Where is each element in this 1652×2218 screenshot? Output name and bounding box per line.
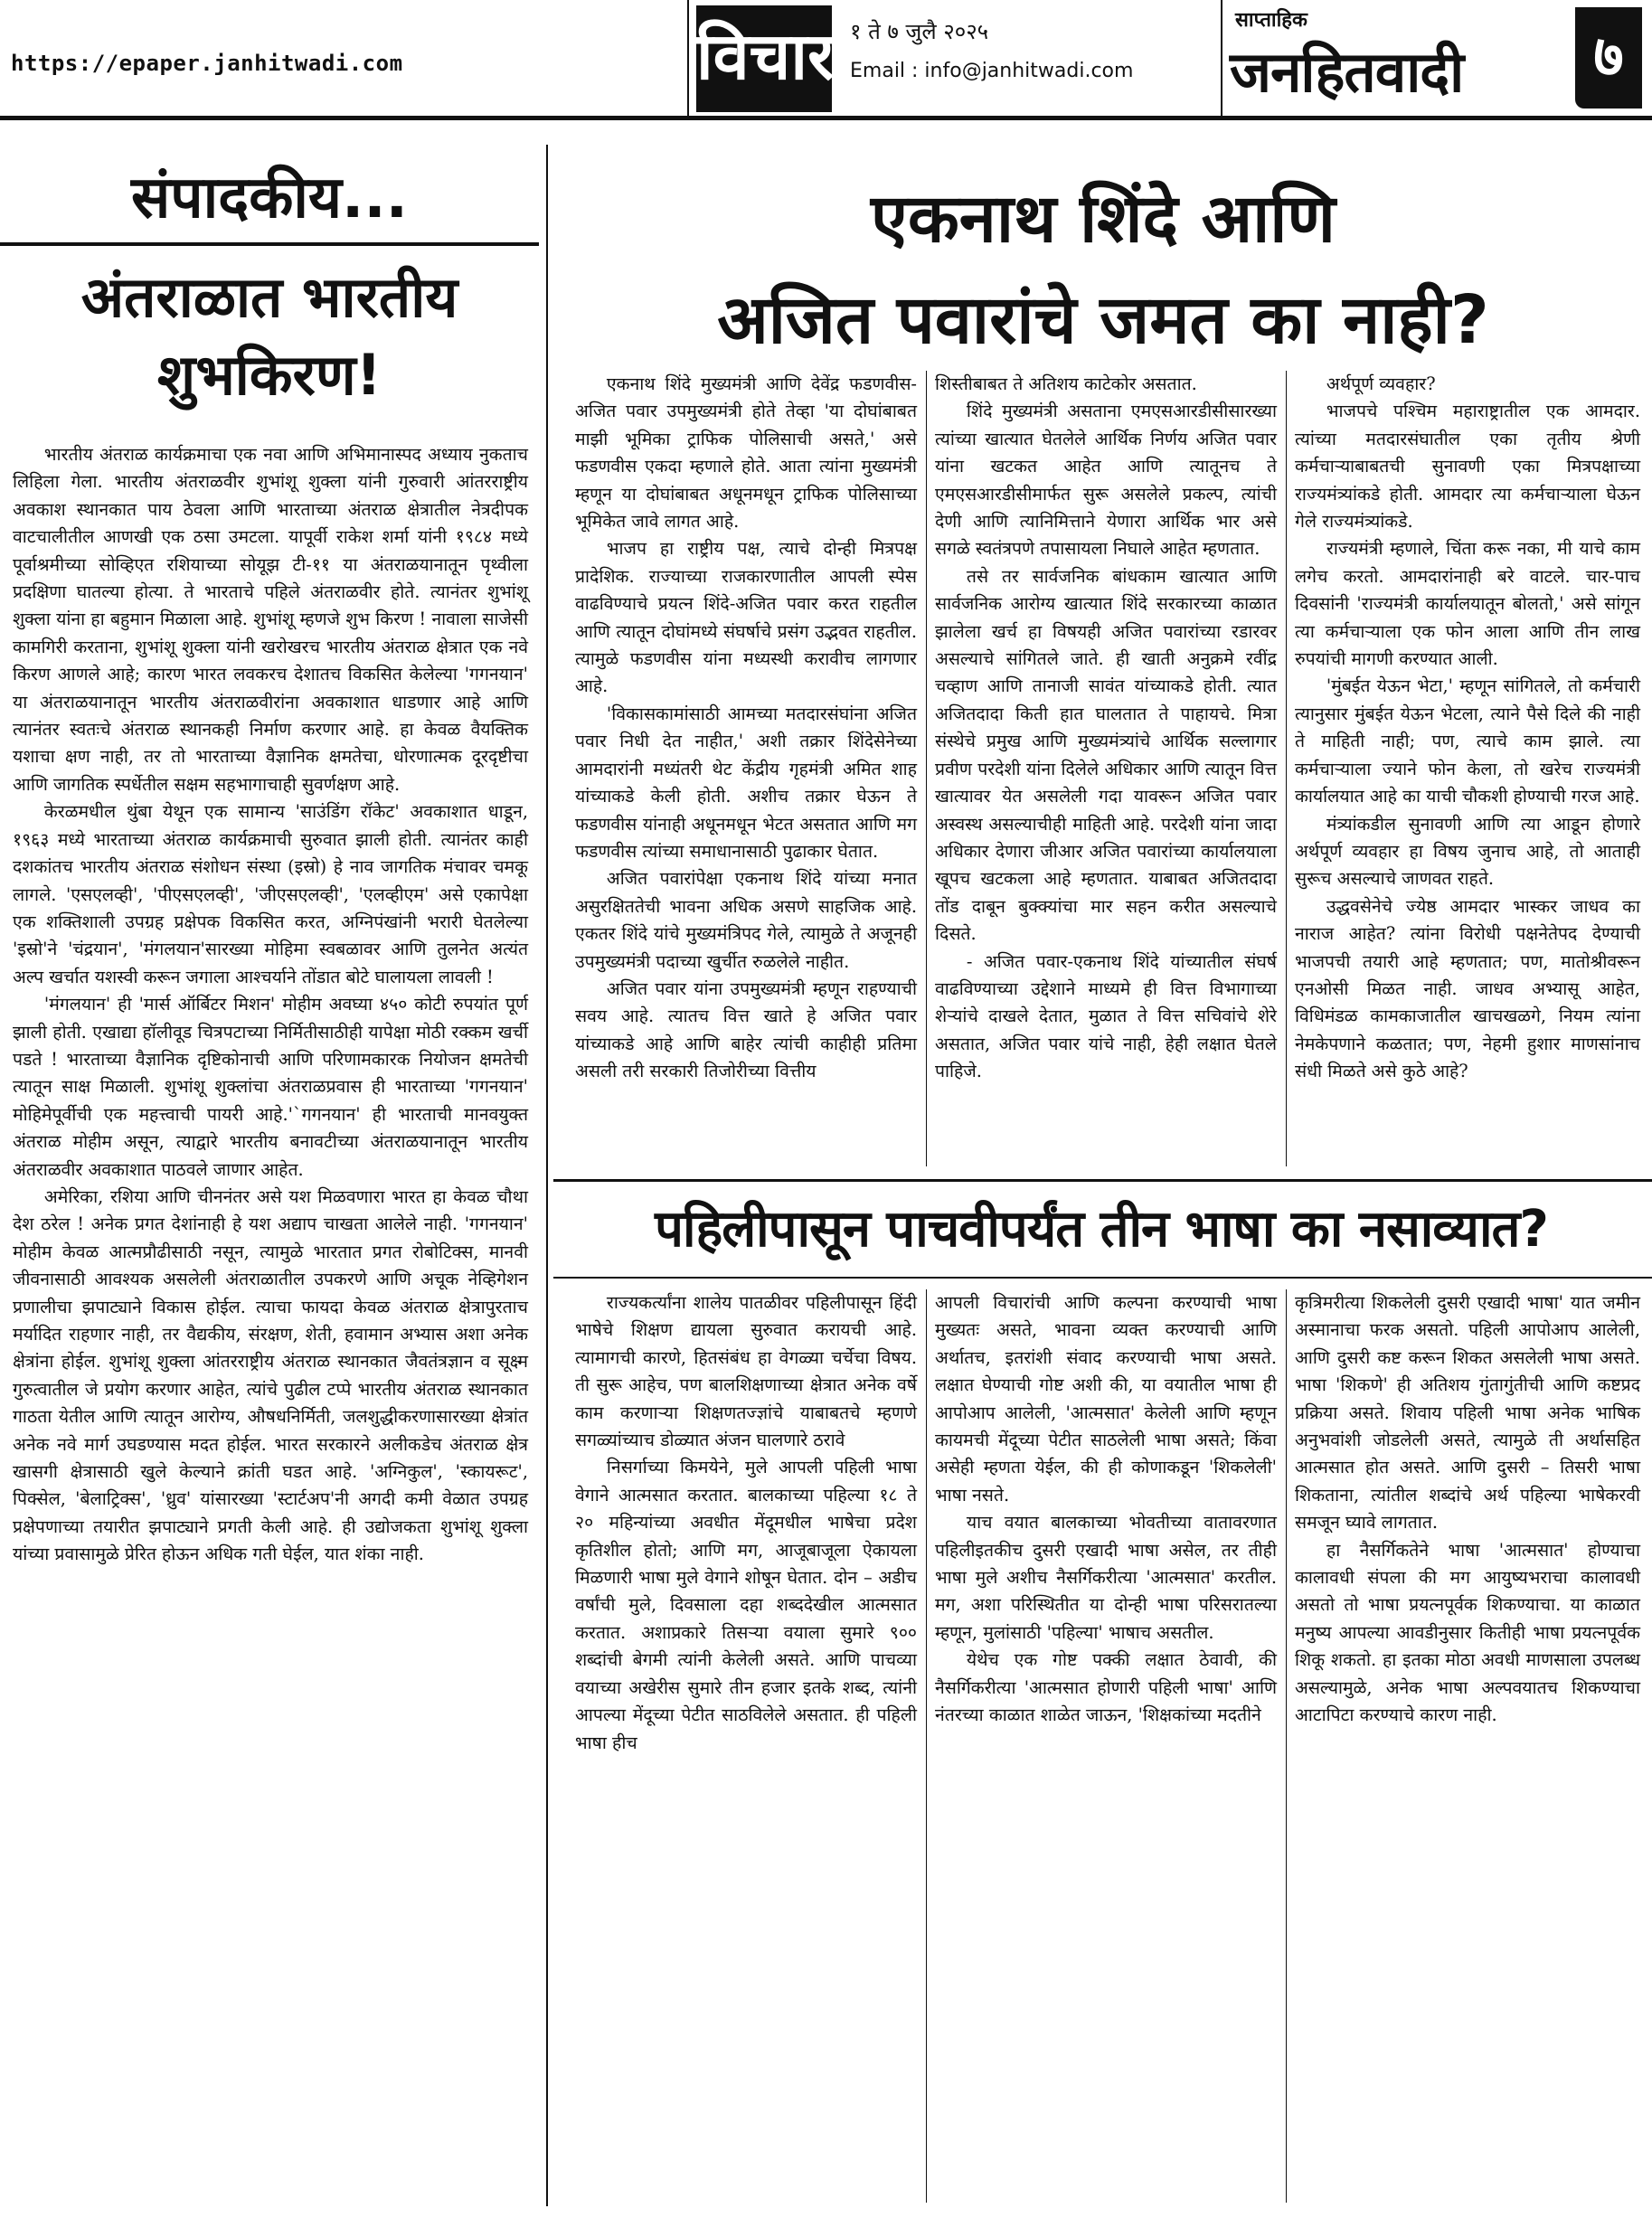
- editorial-rule: [0, 242, 539, 246]
- story1-paragraph: 'मुंबईत येऊन भेटा,' म्हणून सांगितले, तो कर्मचारी त्यानुसार मुंबईत येऊन भेटला, त्याने पैसे दिले की नाही ते माहिती नाही; पण, त्याचे काम झाले. त्या कर्मचाऱ्याला ज्याने फोन केला, तो खरेच राज्यमंत्री कार्यालयात आहे का याची चौकशी होण्याची गरज आहे.: [1295, 675, 1640, 807]
- story1-paragraph: उद्धवसेनेचे ज्येष्ठ आमदार भास्कर जाधव का नाराज आहेत? त्यांना विरोधी पक्षनेतेपद देण्याची भाजपची तयारी आहे म्हणतात; पण, मातोश्रीवरून एनओसी मिळत नाही. जाधव अभ्यासू आहेत, विधिमंडळ कामकाजातील खाचखळगे, नियम त्यांना नेमकेपणाने कळतात; पण, नेहमी हुशार माणसांनाच संधी मिळते असे कुठे आहे?: [1295, 895, 1640, 1082]
- story2-paragraph: हा नैसर्गिकतेने भाषा 'आत्मसात' होण्याचा कालावधी संपला की मग आयुष्यभराचा कालावधी असतो तो भाषा प्रयत्नपूर्वक शिकण्याचा. या काळात मनुष्य आपल्या आवडीनुसार कितीही भाषा प्रयत्नपूर्वक शिकू शकतो. हा इतका मोठा अवधी माणसाला उपलब्ध असल्यामुळे, अनेक भाषा अल्पवयातच शिकण्याचा आटापिटा करण्याचे कारण नाही.: [1295, 1539, 1640, 1726]
- story2-column: [1295, 1289, 1640, 1730]
- story2-paragraph: राज्यकर्त्यांना शालेय पातळीवर पहिलीपासून हिंदी भाषेचे शिक्षण द्यायला सुरुवात करायची आहे. त्यामागची कारणे, हितसंबंध हा वेगळ्या चर्चेचा विषय. ती सुरू आहेच, पण बालशिक्षणाच्या क्षेत्रात अनेक वर्षे काम करणाऱ्या शिक्षणतज्ज्ञांचे याबाबतचे म्हणणे सगळ्यांच्याच डोळ्यात अंजन घालणारे ठरावे: [575, 1292, 917, 1451]
- story2-paragraph: निसर्गाच्या किमयेने, मुले आपली पहिली भाषा वेगाने आत्मसात करतात. बालकाच्या पहिल्या १८ ते २० महिन्यांच्या अवधीत मेंदूमधील भाषेचा प्रदेश कृतिशील होतो; आणि मग, आजूबाजूला ऐकायला मिळणारी भाषा मुले वेगाने शोषून घेतात. दोन – अडीच वर्षांची मुले, दिवसाला दहा शब्ददेखील आत्मसात करतात. अशाप्रकारे तिसऱ्या वयाला सुमारे ९०० शब्दांची बेगमी त्यांनी केलेली असते. आणि पाचव्या वयाच्या अखेरीस सुमारे तीन हजार इतके शब्द, त्यांनी आपल्या मेंदूच्या पेटीत साठविलेले असतात. ही पहिली भाषा हीच: [575, 1457, 917, 1753]
- editorial-title-line: अंतराळात भारतीय: [80, 264, 458, 330]
- masthead-divider: [687, 0, 689, 116]
- column-divider: [1286, 371, 1287, 1166]
- editorial-paragraph: 'मंगलयान' ही 'मार्स ऑर्बिटर मिशन' मोहीम अवघ्या ४५० कोटी रुपयांत पूर्ण झाली होती. एखाद्या हॉलीवूड चित्रपटाच्या निर्मितीसाठीही यापेक्षा मोठी रक्कम खर्ची पडते ! भारताच्या वैज्ञानिक दृष्टिकोनाची आणि परिणामकारक नियोजन क्षमतेची त्यातून साक्ष मिळाली. शुभांशू शुक्लांचा अंतराळप्रवास ही भारताच्या 'गगनयान' मोहिमेपूर्वीची एक महत्त्वाची पायरी आहे.'`गगनयान' ही भारताची मानवयुक्त अंतराळ मोहीम असून, त्याद्वारे भारतीय बनावटीच्या अंतराळयानातून भारतीय अंतराळवीर अवकाशात पाठवले जाणार आहेत.: [13, 994, 528, 1180]
- contact-email: Email : info@janhitwadi.com: [850, 60, 1134, 82]
- story2-column: [935, 1289, 1277, 1730]
- editorial-paragraph: अमेरिका, रशिया आणि चीननंतर असे यश मिळवणारा भारत हा केवळ चौथा देश ठरेल ! अनेक प्रगत देशांनाही हे यश अद्याप चाखता आलेले नाही. 'गगनयान' मोहीम केवळ आत्मप्रौढीसाठी नसून, त्यामुळे भारतात प्रगत रोबोटिक्स, मानवी जीवनासाठी आवश्यक असलेली अंतराळातील उपकरणे आणि अचूक नेव्हिगेशन प्रणालीचा झपाट्याने विकास होईल. त्याचा फायदा केवळ अंतराळ क्षेत्रापुरताच मर्यादित राहणार नाही, तर वैद्यकीय, संरक्षण, शेती, हवामान अभ्यास अशा अनेक क्षेत्रांना होईल. शुभांशू शुक्ला आंतरराष्ट्रीय अंतराळ स्थानकात जैवतंत्रज्ञान व सूक्ष्म गुरुत्वातील जे प्रयोग करणार आहेत, त्यांचे पुढील टप्पे भारतीय अंतराळ स्थानकात गाठता येतील आणि त्यातून आरोग्य, औषधनिर्मिती, जलशुद्धीकरणासारख्या क्षेत्रांत अनेक नवे मार्ग उघडण्यास मदत होईल. भारत सरकारने अलीकडेच अंतराळ क्षेत्र खासगी क्षेत्रासाठी खुले केल्याने क्रांती घडत आहे. 'अग्निकुल', 'स्कायरूट', पिक्सेल, 'बेलाट्रिक्स', 'ध्रुव' यांसारख्या 'स्टार्टअप'नी अगदी कमी वेळात उपग्रह प्रक्षेपणाच्या तयारीत झपाट्याने प्रगती केली आहे. ही उद्योजकता शुभांशू शुक्ला यांच्या प्रवासामुळे प्रेरित होऊन अधिक गती घेईल, यात शंका नाही.: [13, 1185, 528, 1565]
- column-divider: [546, 145, 548, 2206]
- story1-column: [935, 371, 1277, 1086]
- editorial-paragraph: केरळमधील थुंबा येथून एक सामान्य 'साउंडिंग रॉकेट' अवकाशात धाडून, १९६३ मध्ये भारताच्या अंतराळ कार्यक्रमाची सुरुवात झाली होती. त्यानंतर काही दशकांतच भारतीय अंतराळ संशोधन संस्था (इस्रो) हे नाव जागतिक मंचावर चमकू लागले. 'एसएलव्ही', 'पीएसएलव्ही', 'जीएसएलव्ही', 'एलव्हीएम' असे एकापेक्षा एक शक्तिशाली उपग्रह प्रक्षेपक विकसित करत, अग्निपंखांनी भरारी घेतलेल्या 'इस्रो'ने 'चंद्रयान', 'मंगलयान'सारख्या मोहिमा स्वबळावर आणि तुलनेत अत्यंत अल्प खर्चात यशस्वी करून जगाला आश्चर्याने तोंडात बोटे घालायला लावली !: [13, 801, 528, 987]
- column-divider: [926, 371, 927, 1166]
- story1-subhead: अर्थपूर्ण व्यवहार?: [1326, 373, 1436, 394]
- brand-tagline: साप्ताहिक: [1235, 9, 1307, 32]
- story1-headline-line: अजित पवारांचे जमत का नाही?: [717, 281, 1489, 359]
- story1-paragraph: शिस्तीबाबत ते अतिशय काटेकोर असतात.: [935, 373, 1197, 394]
- story1-paragraph: अजित पवारांपेक्षा एकनाथ शिंदे यांच्या मनात असुरक्षिततेची भावना अधिक असणे साहजिक आहे. एकतर शिंदे यांचे मुख्यमंत्रिपद गेले, त्यामुळे ते अजूनही उपमुख्यमंत्री पदाच्या खुर्चीत रुळलेले नाहीत.: [575, 868, 917, 972]
- masthead-rule: [0, 116, 1652, 120]
- story1-paragraph: भाजपचे पश्चिम महाराष्ट्रातील एक आमदार. त्यांच्या मतदारसंघातील एका तृतीय श्रेणी कर्मचाऱ्याबाबतची सुनावणी एका मित्रपक्षाच्या राज्यमंत्र्यांकडे होती. आमदार त्या कर्मचाऱ्याला घेऊन गेले राज्यमंत्र्यांकडे.: [1295, 401, 1640, 533]
- editorial-label: संपादकीय...: [131, 165, 408, 231]
- epaper-url[interactable]: https://epaper.janhitwadi.com: [11, 51, 403, 76]
- section-label: विचार: [696, 5, 832, 112]
- story1-paragraph: - अजित पवार-एकनाथ शिंदे यांच्यातील संघर्ष वाढविण्याच्या उद्देशाने माध्यमे ही वित्त विभागाच्या शेऱ्यांचे दाखले देतात, मुळात ते वित्त सचिवांचे शेरे असतात, अजित पवार यांचे नाही, हेही लक्षात घेतले पाहिजे.: [935, 950, 1277, 1082]
- story-separator: [553, 1179, 1652, 1182]
- story1-headline-line: एकनाथ शिंदे आणि: [871, 180, 1336, 258]
- story2-paragraph: कृत्रिमरीत्या शिकलेली दुसरी एखादी भाषा' यात जमीन अस्मानाचा फरक असतो. पहिली आपोआप आलेली, आणि दुसरी कष्ट करून शिकत असलेली भाषा असते. भाषा 'शिकणे' ही अतिशय गुंतागुंतीची आणि कष्टप्रद प्रक्रिया असते. शिवाय पहिली भाषा अनेक भाषिक अनुभवांशी जोडलेली असते, त्यामुळे ती अर्थासहित आत्मसात होत असते. आणि दुसरी – तिसरी भाषा शिकताना, त्यांतील शब्दांचे अर्थ पहिल्या भाषेकरवी समजून घ्यावे लागतात.: [1295, 1292, 1640, 1534]
- column-divider: [926, 1289, 927, 2203]
- page-number: ७: [1575, 7, 1642, 109]
- story1-paragraph: अजित पवार यांना उपमुख्यमंत्री म्हणून राहण्याची सवय आहे. त्यातच वित्त खाते हे अजित पवार यांच्याकडे आहे आणि बाहेर त्यांची काहीही प्रतिमा असली तरी सरकारी तिजोरीच्या वित्तीय: [575, 977, 917, 1082]
- column-divider: [1286, 1289, 1287, 2203]
- story2-headline: पहिलीपासून पाचवीपर्यंत तीन भाषा का नसाव्यात?: [655, 1200, 1548, 1259]
- story1-paragraph: मंत्र्यांकडील सुनावणी आणि त्या आडून होणारे अर्थपूर्ण व्यवहार हा विषय जुनाच आहे, तो आताही सुरूच असल्याचे जाणवत राहते.: [1295, 813, 1640, 890]
- story1-paragraph: एकनाथ शिंदे मुख्यमंत्री आणि देवेंद्र फडणवीस-अजित पवार उपमुख्यमंत्री होते तेव्हा 'या दोघांबाबत माझी भूमिका ट्राफिक पोलिसाची असते,' असे फडणवीस एकदा म्हणाले होते. आता त्यांना मुख्यमंत्री म्हणून या दोघांबाबत अधूनमधून ट्राफिक पोलिसाच्या भूमिकेत जावे लागत आहे.: [575, 373, 917, 533]
- story2-paragraph: याच वयात बालकाच्या भोवतीच्या वातावरणात पहिलीइतकीच दुसरी एखादी भाषा असेल, तर तीही भाषा मुले अशीच नैसर्गिकरीत्या 'आत्मसात' करतील. मग, अशा परिस्थितीत या दोन्ही भाषा परिसरातल्या म्हणून, मुलांसाठी 'पहिल्या' भाषाच असतील.: [935, 1512, 1277, 1643]
- editorial-paragraph: भारतीय अंतराळ कार्यक्रमाचा एक नवा आणि अभिमानास्पद अध्याय नुकताच लिहिला गेला. भारतीय अंतराळवीर शुभांशू शुक्ला यांनी गुरुवारी आंतरराष्ट्रीय अवकाश स्थानकात पाय ठेवला आणि भारताच्या अंतराळ क्षेत्रातील नेत्रदीपक वाटचालीतील आणखी एक ठसा उमटला. यापूर्वी राकेश शर्मा यांनी १९८४ मध्ये पूर्वाश्रमीच्या सोव्हिएत रशियाच्या सोयूझ टी-११ या अंतराळयानातून पृथ्वीला प्रदक्षिणा घातल्या होत्या. ते भारताचे पहिले अंतराळवीर होते. त्यानंतर शुभांशू शुक्ला यांना हा बहुमान मिळाला आहे. शुभांशू म्हणजे शुभ किरण ! नावाला साजेसी कामगिरी करताना, शुभांशू शुक्ला यांनी खरोखरच भारतीय अंतराळ क्षेत्रात एक नवे किरण आणले आहे; कारण भारत लवकरच देशातच विकसित केलेल्या 'गगनयान' या अंतराळयानातून भारतीय अंतराळवीरांना अवकाशात धाडणार आहे आणि त्यानंतर स्वतःचे अंतराळ स्थानकही निर्माण करणार आहे. हा केवळ वैयक्तिक यशाचा क्षण नाही, तर तो भारताच्या वैज्ञानिक क्षमतेचा, धोरणात्मक दूरदृष्टीचा आणि जागतिक स्पर्धेतील सक्षम सहभागाचाही सुवर्णक्षण आहे.: [13, 444, 528, 795]
- issue-date: १ ते ७ जुलै २०२५: [850, 19, 989, 44]
- masthead-divider: [1221, 0, 1222, 116]
- editorial-title-line: शुभकिरण!: [157, 342, 382, 408]
- story1-column: [1295, 371, 1640, 1086]
- story1-column: [575, 371, 917, 1086]
- story1-paragraph: तसे तर सार्वजनिक बांधकाम खात्यात आणि सार्वजनिक आरोग्य खात्यात शिंदे सरकारच्या काळात झालेला खर्च हा विषयही अजित पवारांच्या रडारवर असल्याचे सांगितले जाते. ही खाती अनुक्रमे रवींद्र चव्हाण आणि तानाजी सावंत यांच्याकडे होती. त्यात अजितदादा किती हात घालतात ते पाहायचे. मित्रा संस्थेचे प्रमुख आणि मुख्यमंत्र्यांचे आर्थिक सल्लागार प्रवीण परदेशी यांना दिलेले अधिकार आणि त्यातून वित्त खात्यावर येत असलेली गदा यावरून अजित पवार अस्वस्थ असल्याचीही माहिती आहे. परदेशी यांना जादा अधिकार देणारा जीआर अजित पवारांच्या कार्यालयाला खूपच खटकला आहे म्हणतात. याबाबत अजितदादा तोंड दाबून बुक्क्यांचा मार सहन करीत असल्याचे दिसते.: [935, 565, 1277, 945]
- story2-paragraph: येथेच एक गोष्ट पक्की लक्षात ठेवावी, की नैसर्गिकरीत्या 'आत्मसात होणारी पहिली भाषा' आणि नंतरच्या काळात शाळेत जाऊन, 'शिक्षकांच्या मदतीने: [935, 1649, 1277, 1726]
- story1-paragraph: शिंदे मुख्यमंत्री असताना एमएसआरडीसीसारख्या त्यांच्या खात्यात घेतलेले आर्थिक निर्णय अजित पवार यांना खटकत आहेत आणि त्यातूनच ते एमएसआरडीसीमार्फत सुरू असलेले प्रकल्प, त्यांची देणी आणि त्यानिमित्ताने येणारा आर्थिक भार असे सगळे स्वतंत्रपणे तपासायला निघाले आहेत म्हणतात.: [935, 401, 1277, 560]
- editorial-title: [0, 259, 539, 414]
- story2-paragraph: आपली विचारांची आणि कल्पना करण्याची भाषा मुख्यतः असते, भावना व्यक्त करण्याची आणि अर्थातच, इतरांशी संवाद करण्याची भाषा असते. लक्षात घेण्याची गोष्ट अशी की, या वयातील भाषा ही आपोआप आलेली, 'आत्मसात' केलेली आणि म्हणून कायमची मेंदूच्या पेटीत साठलेली भाषा असते; किंवा असेही म्हणता येईल, की ही कोणाकडून 'शिकलेली' भाषा नसते.: [935, 1292, 1277, 1505]
- story2-column: [575, 1289, 917, 1757]
- story-separator: [553, 1277, 1652, 1279]
- editorial-body: [13, 441, 528, 1569]
- story1-paragraph: 'विकासकामांसाठी आमच्या मतदारसंघांना अजित पवार निधी देत नाहीत,' अशी तक्रार शिंदेसेनेच्या आमदारांनी मध्यंतरी थेट केंद्रीय गृहमंत्री अमित शाह यांच्याकडे केली होती. अशीच तक्रार घेऊन ते फडणवीस यांनाही अधूनमधून भेटत असतात आणि मग फडणवीस त्यांच्या समाधानासाठी पुढाकार घेतात.: [575, 703, 917, 862]
- story1-headline: [561, 168, 1646, 371]
- story1-paragraph: भाजप हा राष्ट्रीय पक्ष, त्याचे दोन्ही मित्रपक्ष प्रादेशिक. राज्याच्या राजकारणातील आपली स्पेस वाढविण्याचे प्रयत्न शिंदे-अजित पवार करत राहतील आणि त्यातून दोघांमध्ये संघर्षाचे प्रसंग उद्भवत राहतील. त्यामुळे फडणवीस यांना मध्यस्थी करावीच लागणार आहे.: [575, 538, 917, 697]
- brand-logo: जनहितवादी: [1230, 39, 1464, 105]
- story1-paragraph: राज्यमंत्री म्हणाले, चिंता करू नका, मी याचे काम लगेच करतो. आमदारांनाही बरे वाटले. चार-पाच दिवसांनी 'राज्यमंत्री कार्यालयातून बोलतो,' असे सांगून त्या कर्मचाऱ्याला एक फोन आला आणि तीन लाख रुपयांची मागणी करण्यात आली.: [1295, 538, 1640, 670]
